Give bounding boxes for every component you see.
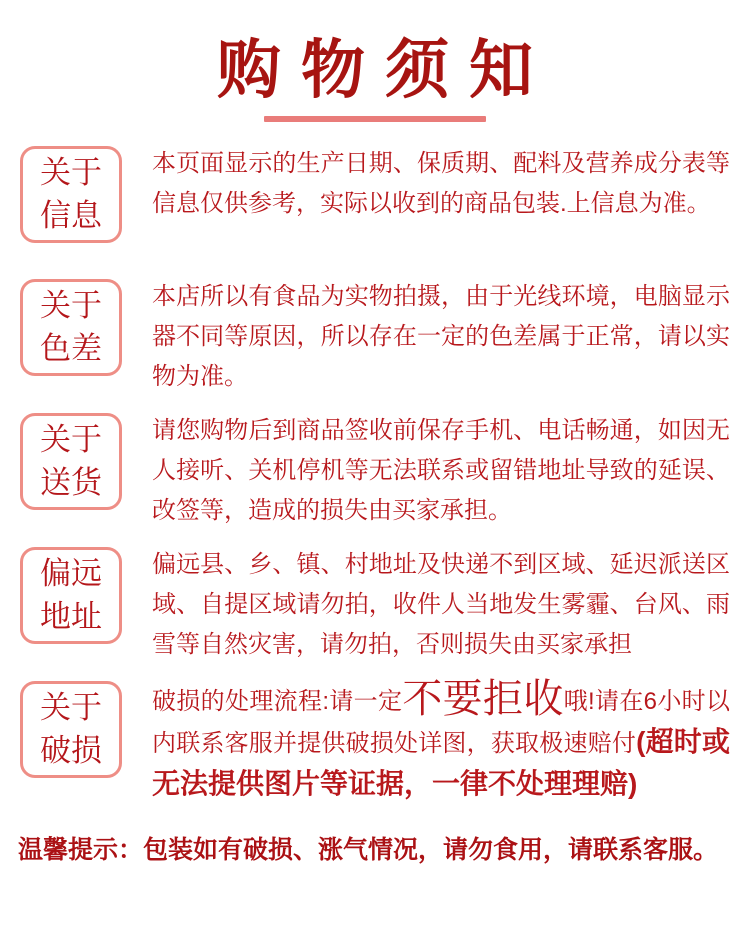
section-text bbox=[152, 676, 731, 806]
section-label-box bbox=[20, 547, 122, 644]
section-remote-address bbox=[20, 545, 730, 665]
section-label-line: 关于 bbox=[40, 690, 102, 726]
footer-tip: 温馨提示：包装如有破损、涨气情况，请勿食用，请联系客服。 bbox=[18, 835, 719, 864]
section-label-box bbox=[20, 146, 122, 243]
section-label-line: 地址 bbox=[40, 599, 102, 635]
section-label-line: 关于 bbox=[40, 155, 102, 191]
damage-text-lead: 破损的处理流程:请一定 bbox=[152, 687, 403, 715]
section-label-line: 色差 bbox=[40, 331, 102, 367]
section-label-box bbox=[20, 279, 122, 376]
damage-bold-note: (超时或无法提供图片等证据，一律不处理理赔) bbox=[152, 725, 730, 799]
section-label-line: 破损 bbox=[40, 733, 102, 769]
damage-emphasis-text: 不要拒收 bbox=[402, 676, 564, 721]
page-title: 购物须知 bbox=[217, 34, 553, 106]
section-label-line: 关于 bbox=[40, 288, 102, 324]
section-text: 请您购物后到商品签收前保存手机、电话畅通，如因无人接听、关机停机等无法联系或留错地址导致的延误、改签等，造成的损失由买家承担。 bbox=[152, 416, 730, 524]
section-damage bbox=[20, 676, 731, 806]
title-block bbox=[0, 0, 750, 122]
section-label-line: 偏远 bbox=[40, 556, 102, 592]
section-label-box bbox=[20, 681, 122, 778]
section-delivery bbox=[20, 411, 730, 531]
section-about-info bbox=[20, 144, 730, 243]
notice-sections bbox=[0, 122, 750, 806]
damage-text-middle: 哦!请在6小时以内联系客服并提供破损处详图，获取极速赔付 bbox=[152, 687, 731, 757]
section-label-line: 关于 bbox=[40, 422, 102, 458]
section-label-box bbox=[20, 413, 122, 510]
section-label-line: 信息 bbox=[40, 198, 102, 234]
section-text: 本页面显示的生产日期、保质期、配料及营养成分表等信息仅供参考，实际以收到的商品包装.上信息为准。 bbox=[152, 149, 730, 217]
section-text: 本店所以有食品为实物拍摄，由于光线环境，电脑显示器不同等原因，所以存在一定的色差属于正常，请以实物为准。 bbox=[152, 282, 730, 390]
section-text: 偏远县、乡、镇、村地址及快递不到区域、延迟派送区域、自提区域请勿拍，收件人当地发生雾霾、台风、雨雪等自然灾害，请勿拍，否则损失由买家承担 bbox=[152, 550, 730, 658]
section-label-line: 送货 bbox=[40, 465, 102, 501]
section-color-difference bbox=[20, 277, 730, 397]
